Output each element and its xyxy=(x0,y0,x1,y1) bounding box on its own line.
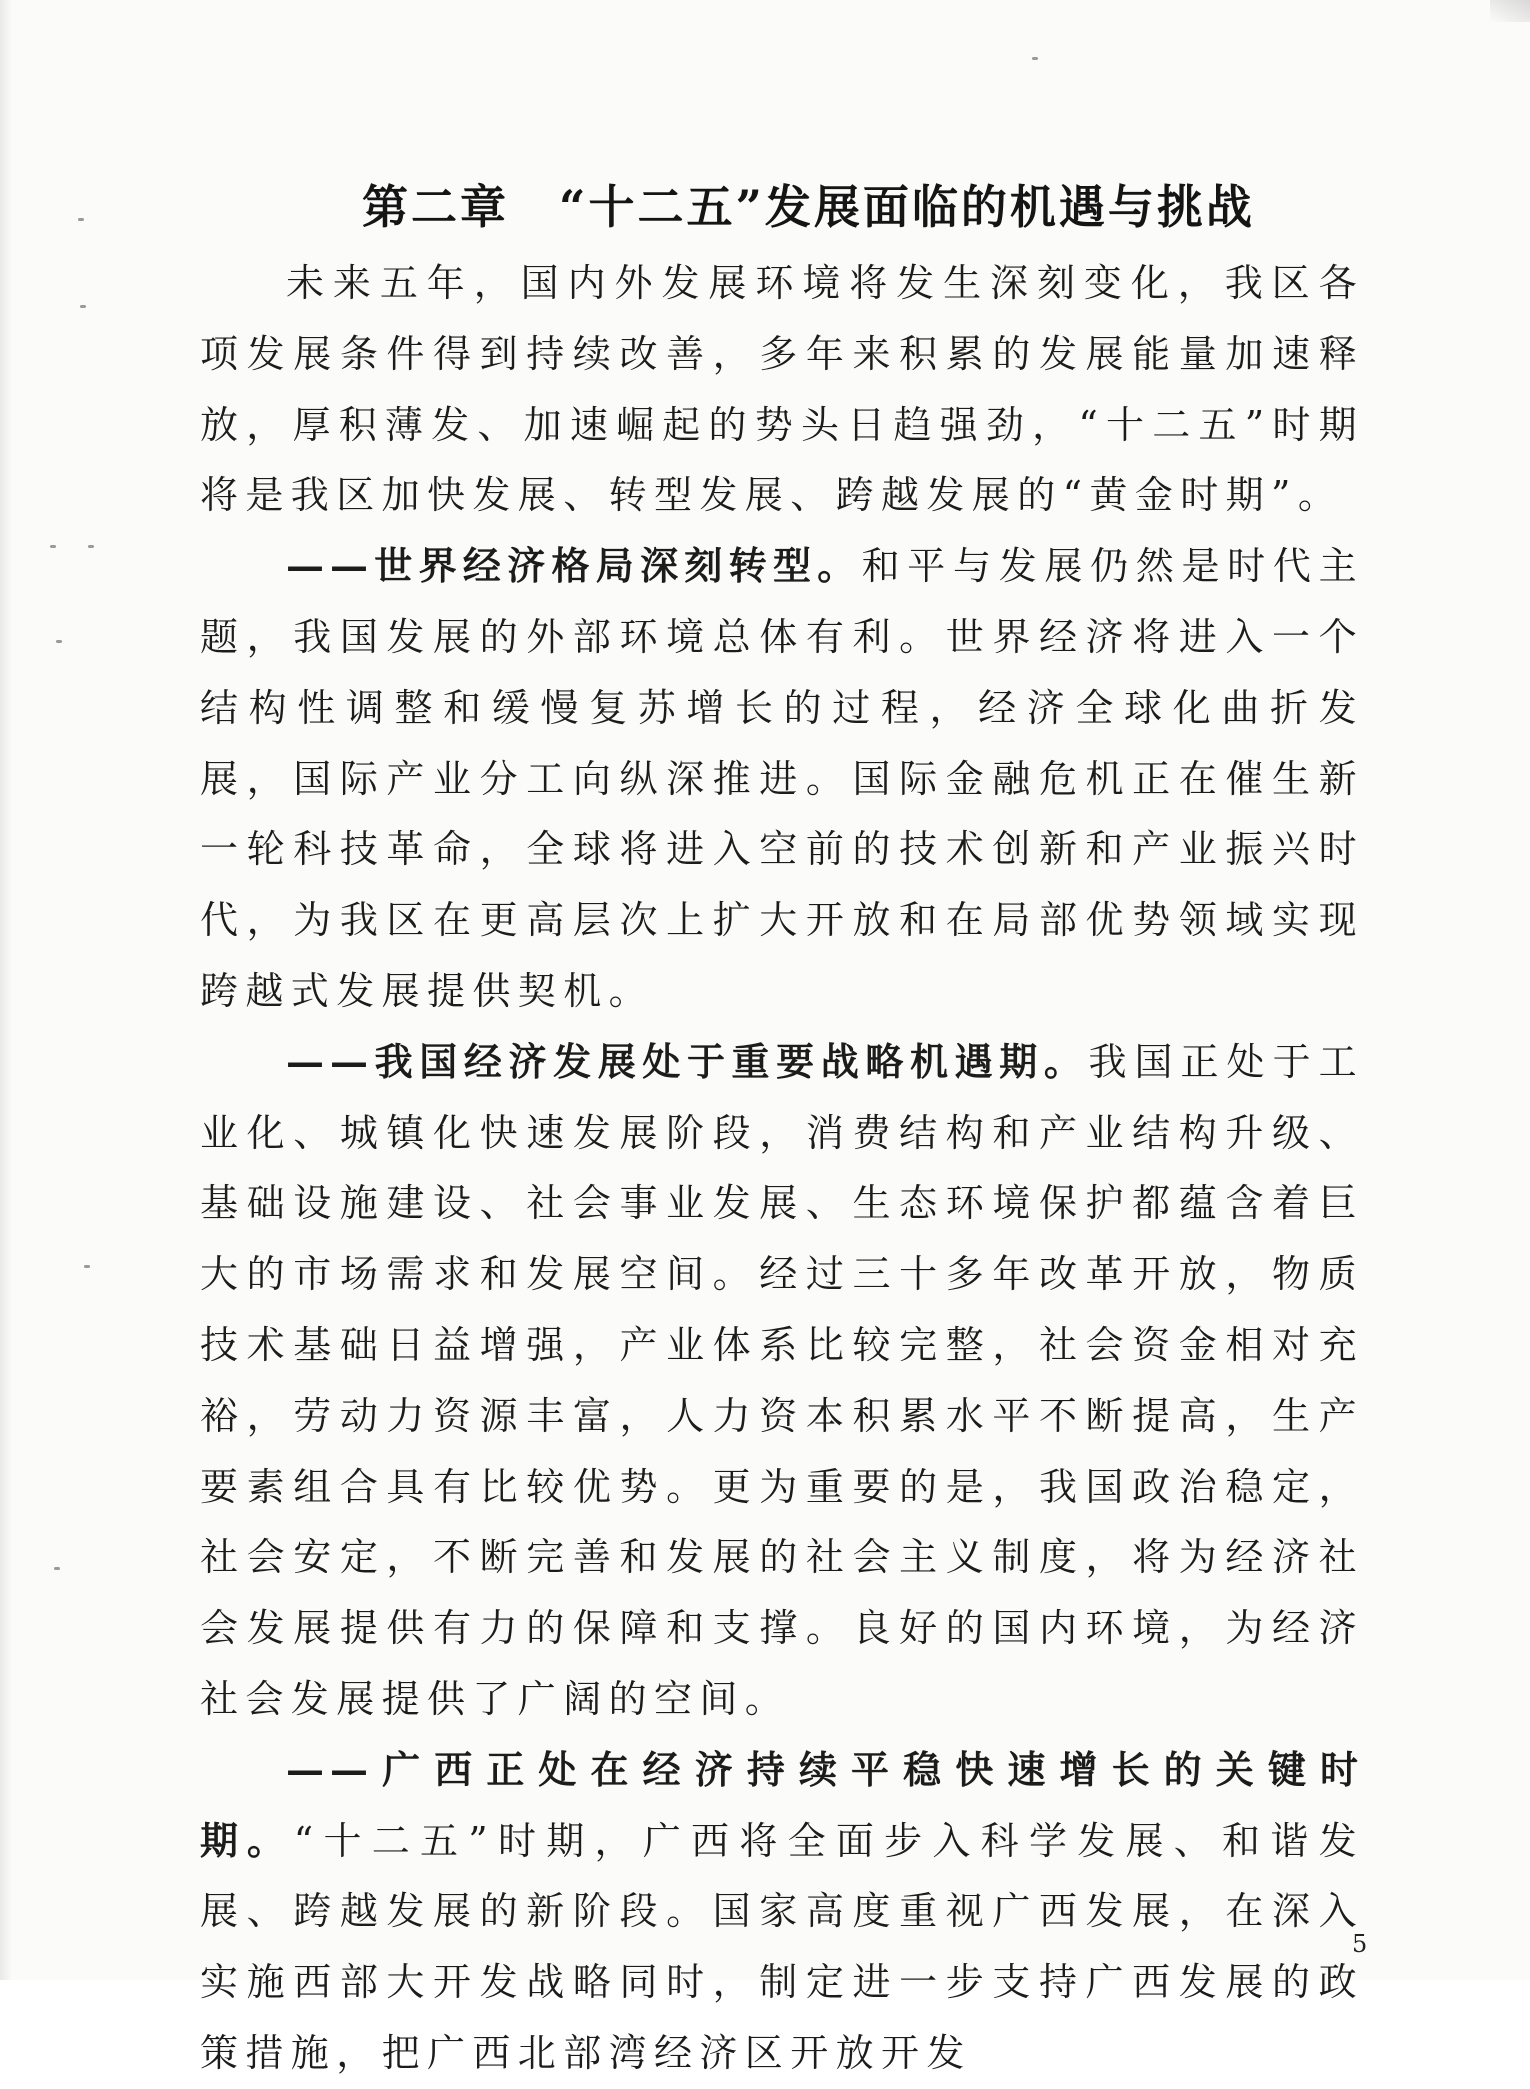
scan-speck xyxy=(84,1265,90,1268)
scan-speck xyxy=(88,545,94,548)
paragraph-national-economy xyxy=(200,1027,1364,1735)
chapter-title xyxy=(362,171,1262,237)
paragraph-text: 未来五年，国内外发展环境将发生深刻变化，我区各项发展条件得到持续改善，多年来积累的发展能量加速释放，厚积薄发、加速崛起的势头日趋强劲，“十二五”时期将是我区加快发展、转型发展、跨越发展的“黄金时期”。 xyxy=(200,261,1364,518)
paragraph-lead: ——世界经济格局深刻转型。 xyxy=(286,543,862,589)
scan-corner-shadow xyxy=(1490,0,1530,22)
body-text xyxy=(200,248,1364,2089)
chapter-number: 第二章 xyxy=(362,179,509,234)
chapter-title-text: “十二五”发展面临的机遇与挑战 xyxy=(559,179,1255,234)
scan-speck xyxy=(1032,57,1038,60)
scan-speck xyxy=(50,545,56,548)
page-number: 5 xyxy=(1352,1930,1368,1958)
scan-speck xyxy=(56,640,62,643)
paragraph-text: 我国正处于工业化、城镇化快速发展阶段，消费结构和产业结构升级、基础设施建设、社会事业发展、生态环境保护都蕴含着巨大的市场需求和发展空间。经过三十多年改革开放，物质技术基础日益增强，产业体系比较完整，社会资金相对充裕，劳动力资源丰富，人力资本积累水平不断提高，生产要素组合具有比较优势。更为重要的是，我国政治稳定，社会安定，不断完善和发展的社会主义制度，将为经济社会发展提供有力的保障和支撑。良好的国内环境，为经济社会发展提供了广阔的空间。 xyxy=(200,1039,1364,1721)
scan-speck xyxy=(54,1567,60,1570)
paragraph-intro xyxy=(200,248,1364,531)
paragraph-lead: ——我国经济发展处于重要战略机遇期。 xyxy=(286,1038,1089,1084)
paragraph-text: 和平与发展仍然是时代主题，我国发展的外部环境总体有利。世界经济将进入一个结构性调整和缓慢复苏增长的过程，经济全球化曲折发展，国际产业分工向纵深推进。国际金融危机正在催生新一轮科技革命，全球将进入空前的技术创新和产业振兴时代，为我区在更高层次上扩大开放和在局部优势领域实现跨越式发展提供契机。 xyxy=(200,544,1364,1013)
scan-speck xyxy=(78,218,84,221)
scan-edge-shadow xyxy=(0,0,12,1980)
scan-speck xyxy=(80,305,86,308)
paragraph-world-economy xyxy=(200,531,1364,1027)
paragraph-guangxi xyxy=(200,1735,1364,2089)
paragraph-lead: ——广西正处在经济持续平稳快速增长的关键时期。 xyxy=(200,1746,1364,1863)
paragraph-text: “十二五”时期，广西将全面步入科学发展、和谐发展、跨越发展的新阶段。国家高度重视广西发展，在深入实施西部大开发战略同时，制定进一步支持广西发展的政策措施，把广西北部湾经济区开放开发 xyxy=(200,1818,1364,2075)
